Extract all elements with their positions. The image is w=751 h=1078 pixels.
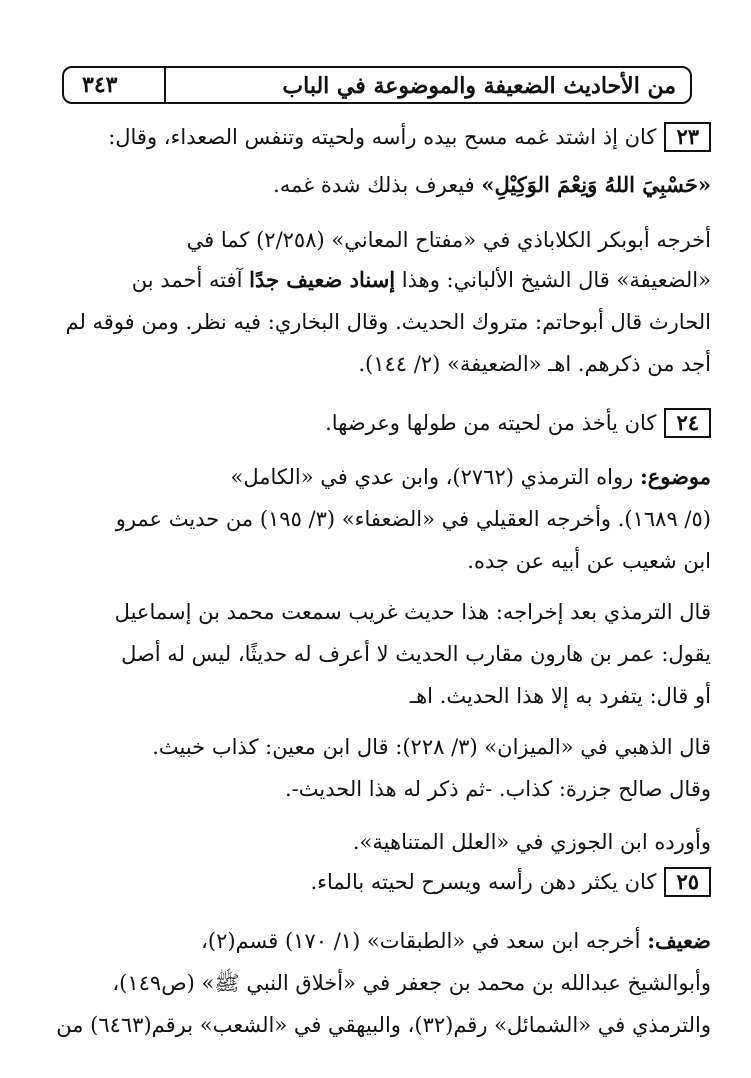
hadith-25-text: كان يكثر دهن رأسه ويسرح لحيته بالماء. [310,870,657,894]
takhrij-23-text2a: «الضعيفة» قال الشيخ الألباني: وهذا [395,268,711,292]
takhrij-23-grade: إسناد ضعيف جدًا [249,267,396,292]
page-number-box [64,68,166,102]
tirmidhi-text1: قال الترمذي بعد إخراجه: هذا حديث غريب سمعت محمد بن إسماعيل [114,600,711,624]
hadith-24-line [41,403,711,443]
takhrij-23-text3: الحارث قال أبوحاتم: متروك الحديث. وقال البخاري: فيه نظر. ومن فوقه لم [65,310,711,334]
takhrij-25-line3 [41,1005,711,1045]
hadith-25-grade: ضعيف: [647,928,711,953]
hadith-number-24: ٢٤ [664,408,711,438]
tirmidhi-text3: أو قال: يتفرد به إلا هذا الحديث. اهـ [409,684,711,708]
tirmidhi-line3 [41,676,711,716]
hadith-25-line [41,862,711,902]
takhrij-23-line2 [41,260,711,300]
chapter-title: من الأحاديث الضعيفة والموضوعة في الباب [282,73,676,99]
page-number: ٣٤٣ [82,72,118,98]
jawzi-line [41,822,711,862]
takhrij-23-text2b: آفته أحمد بن [131,268,250,292]
hadith-23-text: كان إذ اشتد غمه مسح بيده رأسه ولحيته وتنفس الصعداء، وقال: [108,125,657,149]
takhrij-23-line3 [41,302,711,342]
hadith-24-text: كان يأخذ من لحيته من طولها وعرضها. [325,411,657,435]
takhrij-25-text2: وأبوالشيخ عبدالله بن محمد بن جعفر في «أخلاق النبي ﷺ» (ص١٤٩)، [112,971,711,995]
dhahabi-line2 [41,769,711,809]
takhrij-24-line3 [41,541,711,581]
takhrij-23-text1: أخرجه أبوبكر الكلاباذي في «مفتاح المعاني» (٢/٢٥٨) كما في [186,228,711,252]
hadith-number-25: ٢٥ [664,867,711,897]
takhrij-25-text3: والترمذي في «الشمائل» رقم(٣٢)، والبيهقي في «الشعب» برقم(٦٤٦٣) من [56,1013,711,1037]
hadith-23-text-rest: فيعرف بذلك شدة غمه. [273,173,482,197]
hadith-number-23: ٢٣ [664,122,711,152]
dhahabi-line1 [41,727,711,767]
hadith-24-grade: موضوع: [639,464,711,489]
tirmidhi-line2 [41,634,711,674]
dhahabi-text2: وقال صالح جزرة: كذاب. -ثم ذكر له هذا الحديث-. [285,777,711,801]
takhrij-23-line1 [41,220,711,260]
takhrij-24-text2: (٥/ ١٦٨٩). وأخرجه العقيلي في «الضعفاء» (٣/ ١٩٥) من حديث عمرو [115,507,711,531]
takhrij-25-line1 [41,921,711,961]
jawzi-text: وأورده ابن الجوزي في «العلل المتناهية». [352,830,711,854]
tirmidhi-line1 [41,592,711,632]
takhrij-24-line1 [41,457,711,497]
takhrij-24-text1: رواه الترمذي (٢٧٦٢)، وابن عدي في «الكامل» [230,465,640,489]
page-header [62,66,692,104]
hadith-23-line1 [41,117,711,157]
takhrij-25-text1: أخرجه ابن سعد في «الطبقات» (١/ ١٧٠) قسم(٢)، [201,929,648,953]
hadith-23-line2 [41,165,711,205]
takhrij-23-text4: أجد من ذكرهم. اهـ «الضعيفة» (٢/ ١٤٤). [358,352,711,376]
takhrij-24-line2 [41,499,711,539]
tirmidhi-text2: يقول: عمر بن هارون مقارب الحديث لا أعرف له حديثًا، ليس له أصل [121,642,711,666]
takhrij-23-line4 [41,344,711,384]
takhrij-24-text3: ابن شعيب عن أبيه عن جده. [467,549,711,573]
dhahabi-text1: قال الذهبي في «الميزان» (٣/ ٢٢٨): قال ابن معين: كذاب خبيث. [152,735,711,759]
takhrij-25-line2 [41,963,711,1003]
hadith-23-quote: «حَسْبِيَ اللهُ وَنِعْمَ الوَكِيْلِ» [481,172,711,197]
